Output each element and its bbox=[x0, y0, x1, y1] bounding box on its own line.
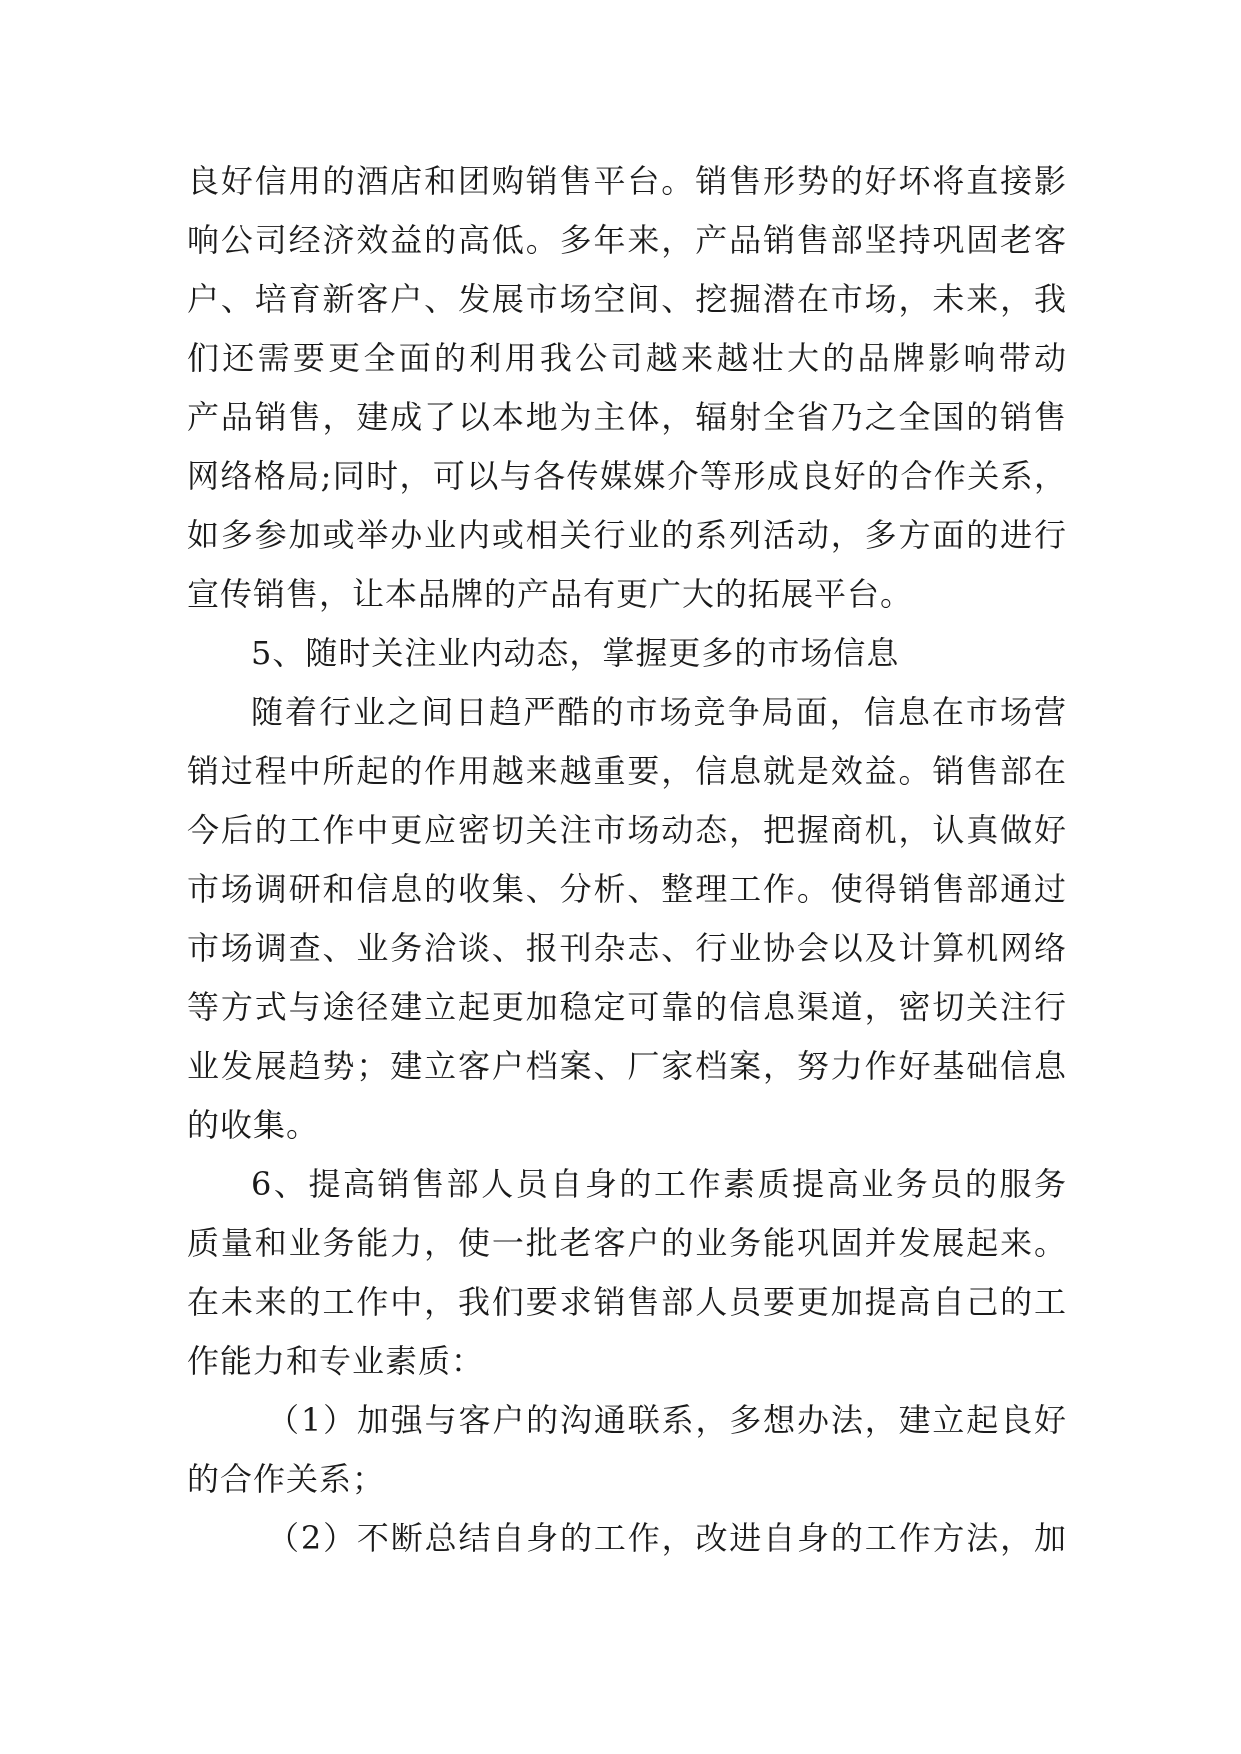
text-line: 市场调研和信息的收集、分析、整理工作。使得销售部通过 bbox=[187, 870, 1067, 908]
list-item: （2）不断总结自身的工作，改进自身的工作方法，加 bbox=[267, 1519, 1067, 1557]
text-line: 响公司经济效益的高低。多年来，产品销售部坚持巩固老客 bbox=[187, 221, 1067, 259]
text-line: 销过程中所起的作用越来越重要，信息就是效益。销售部在 bbox=[187, 752, 1067, 790]
text-line: 在未来的工作中，我们要求销售部人员要更加提高自己的工 bbox=[187, 1283, 1067, 1321]
text-line: 的收集。 bbox=[187, 1106, 320, 1144]
section-heading: 5、随时关注业内动态，掌握更多的市场信息 bbox=[251, 634, 900, 672]
text-line: 户、培育新客户、发展市场空间、挖掘潜在市场，未来，我 bbox=[187, 280, 1067, 318]
document-body bbox=[187, 152, 1067, 1568]
text-line: 网络格局;同时，可以与各传媒媒介等形成良好的合作关系， bbox=[187, 457, 1067, 495]
text-line: 如多参加或举办业内或相关行业的系列活动，多方面的进行 bbox=[187, 516, 1067, 554]
text-line: 的合作关系； bbox=[187, 1460, 386, 1498]
section-heading: 6、提高销售部人员自身的工作素质提高业务员的服务 bbox=[251, 1165, 1067, 1203]
text-line: 良好信用的酒店和团购销售平台。销售形势的好坏将直接影 bbox=[187, 162, 1067, 200]
text-line: 市场调查、业务洽谈、报刊杂志、行业协会以及计算机网络 bbox=[187, 929, 1067, 967]
text-line: 随着行业之间日趋严酷的市场竞争局面，信息在市场营 bbox=[251, 693, 1067, 731]
text-line: 等方式与途径建立起更加稳定可靠的信息渠道，密切关注行 bbox=[187, 988, 1067, 1026]
text-line: 产品销售，建成了以本地为主体，辐射全省乃之全国的销售 bbox=[187, 398, 1067, 436]
list-item: （1）加强与客户的沟通联系，多想办法，建立起良好 bbox=[267, 1401, 1067, 1439]
text-line: 今后的工作中更应密切关注市场动态，把握商机，认真做好 bbox=[187, 811, 1067, 849]
text-line: 作能力和专业素质： bbox=[187, 1342, 485, 1380]
text-line: 宣传销售，让本品牌的产品有更广大的拓展平台。 bbox=[187, 575, 914, 613]
text-line: 们还需要更全面的利用我公司越来越壮大的品牌影响带动 bbox=[187, 339, 1067, 377]
text-line: 质量和业务能力，使一批老客户的业务能巩固并发展起来。 bbox=[187, 1224, 1067, 1262]
text-line: 业发展趋势；建立客户档案、厂家档案，努力作好基础信息 bbox=[187, 1047, 1067, 1085]
